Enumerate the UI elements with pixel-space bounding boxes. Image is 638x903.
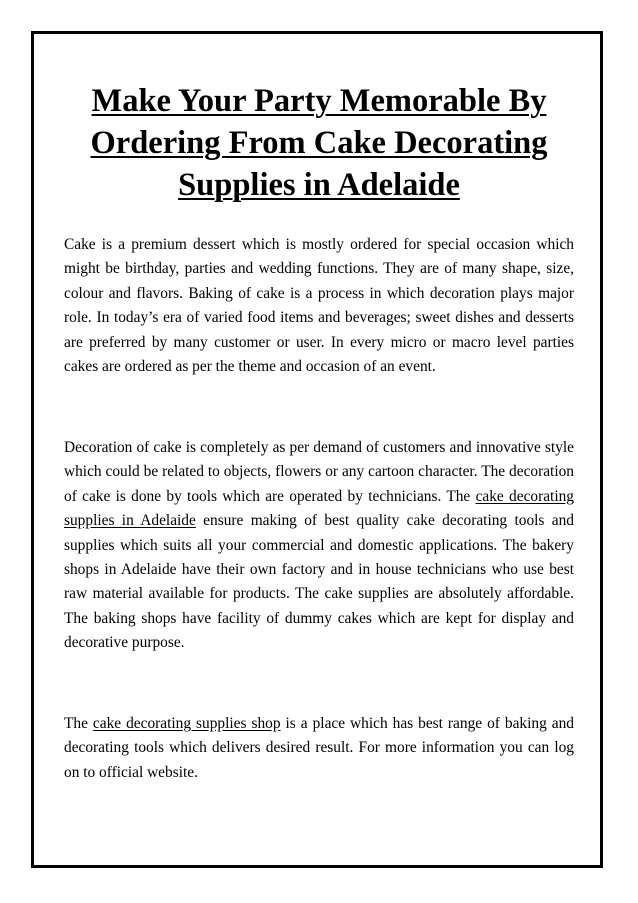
paragraph-shop-text-end: is a place which has best range of baking and decorating tools which delivers desired result. For more information you can log on to official website. — [64, 715, 574, 781]
document-title: Make Your Party Memorable By Ordering From Cake Decorating Supplies in Adelaide — [90, 83, 548, 203]
paragraph-decoration-text-start: Decoration of cake is completely as per demand of customers and innovative style which could be related to objects, flowers or any cartoon character. The decoration of cake is done by tools which are operated by technicians. The — [64, 439, 574, 505]
paragraph-shop — [64, 712, 574, 785]
cake-decorating-supplies-adelaide-link[interactable]: cake decorating supplies in Adelaide — [64, 487, 574, 530]
paragraph-decoration — [64, 436, 574, 656]
paragraph-decoration-text-end: ensure making of best quality cake decorating tools and supplies which suits all your commercial and domestic applications. The bakery shops in Adelaide have their own factory and in house technicians who use best raw material available for products. The cake supplies are absolutely affordable. The baking shops have facility of dummy cakes which are kept for display and decorative purpose. — [64, 512, 574, 652]
paragraph-shop-text-start: The — [64, 715, 93, 732]
paragraph-intro: Cake is a premium dessert which is mostly ordered for special occasion which might be birthday, parties and wedding functions. They are of many shape, size, colour and flavors. Baking of cake is a process in which decoration plays major role. In today’s era of varied food items and beverages; sweet dishes and desserts are preferred by many customer or user. In every micro or macro level parties cakes are ordered as per the theme and occasion of an event. — [64, 236, 574, 376]
cake-decorating-supplies-shop-link[interactable]: cake decorating supplies shop — [92, 715, 281, 732]
